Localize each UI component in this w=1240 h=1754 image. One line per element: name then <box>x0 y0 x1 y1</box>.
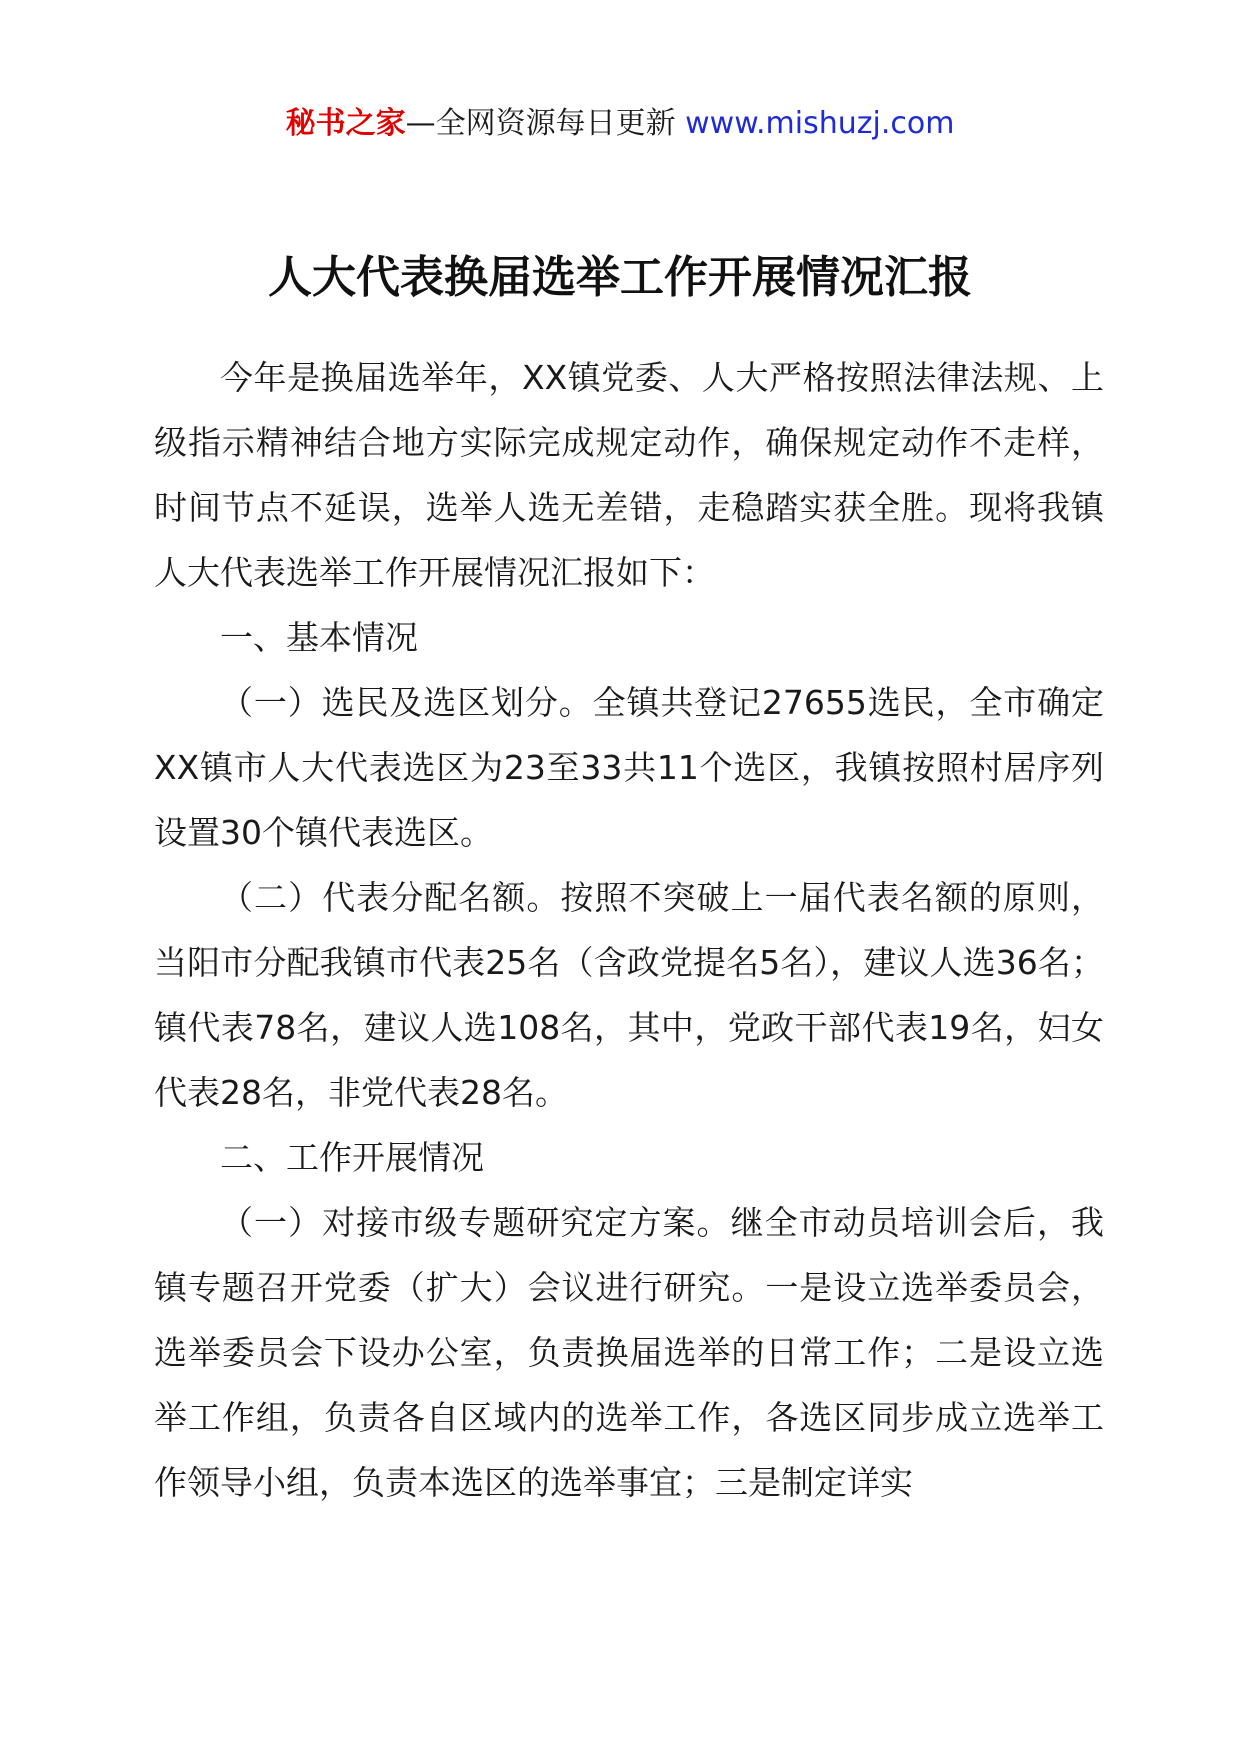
document-body <box>154 345 1104 1515</box>
site-header <box>0 100 1240 148</box>
document-title: 人大代表换届选举工作开展情况汇报 <box>268 252 972 303</box>
body-paragraph: （一）对接市级专题研究定方案。继全市动员培训会后，我镇专题召开党委（扩大）会议进行研究。一是设立选举委员会，选举委员会下设办公室，负责换届选举的日常工作；二是设立选举工作组，负责各自区域内的选举工作，各选区同步成立选举工作领导小组，负责本选区的选举事宜；三是制定详实 <box>154 1203 1104 1502</box>
section-heading-basic: 一、基本情况 <box>220 618 418 657</box>
section-heading-work: 二、工作开展情况 <box>220 1138 484 1177</box>
site-tagline: —全网资源每日更新 <box>405 106 686 141</box>
intro-paragraph: 今年是换届选举年，XX镇党委、人大严格按照法律法规、上级指示精神结合地方实际完成规定动作，确保规定动作不走样，时间节点不延误，选举人选无差错，走稳踏实获全胜。现将我镇人大代表选举工作开展情况汇报如下： <box>154 358 1104 592</box>
site-url[interactable]: www.mishuzj.com <box>685 106 955 141</box>
site-brand: 秘书之家 <box>285 106 406 141</box>
body-paragraph: （一）选民及选区划分。全镇共登记27655选民，全市确定XX镇市人大代表选区为23至33共11个选区，我镇按照村居序列设置30个镇代表选区。 <box>154 683 1104 852</box>
body-paragraph: （二）代表分配名额。按照不突破上一届代表名额的原则，当阳市分配我镇市代表25名（含政党提名5名），建议人选36名；镇代表78名，建议人选108名，其中，党政干部代表19名，妇女代表28名，非党代表28名。 <box>154 878 1104 1112</box>
